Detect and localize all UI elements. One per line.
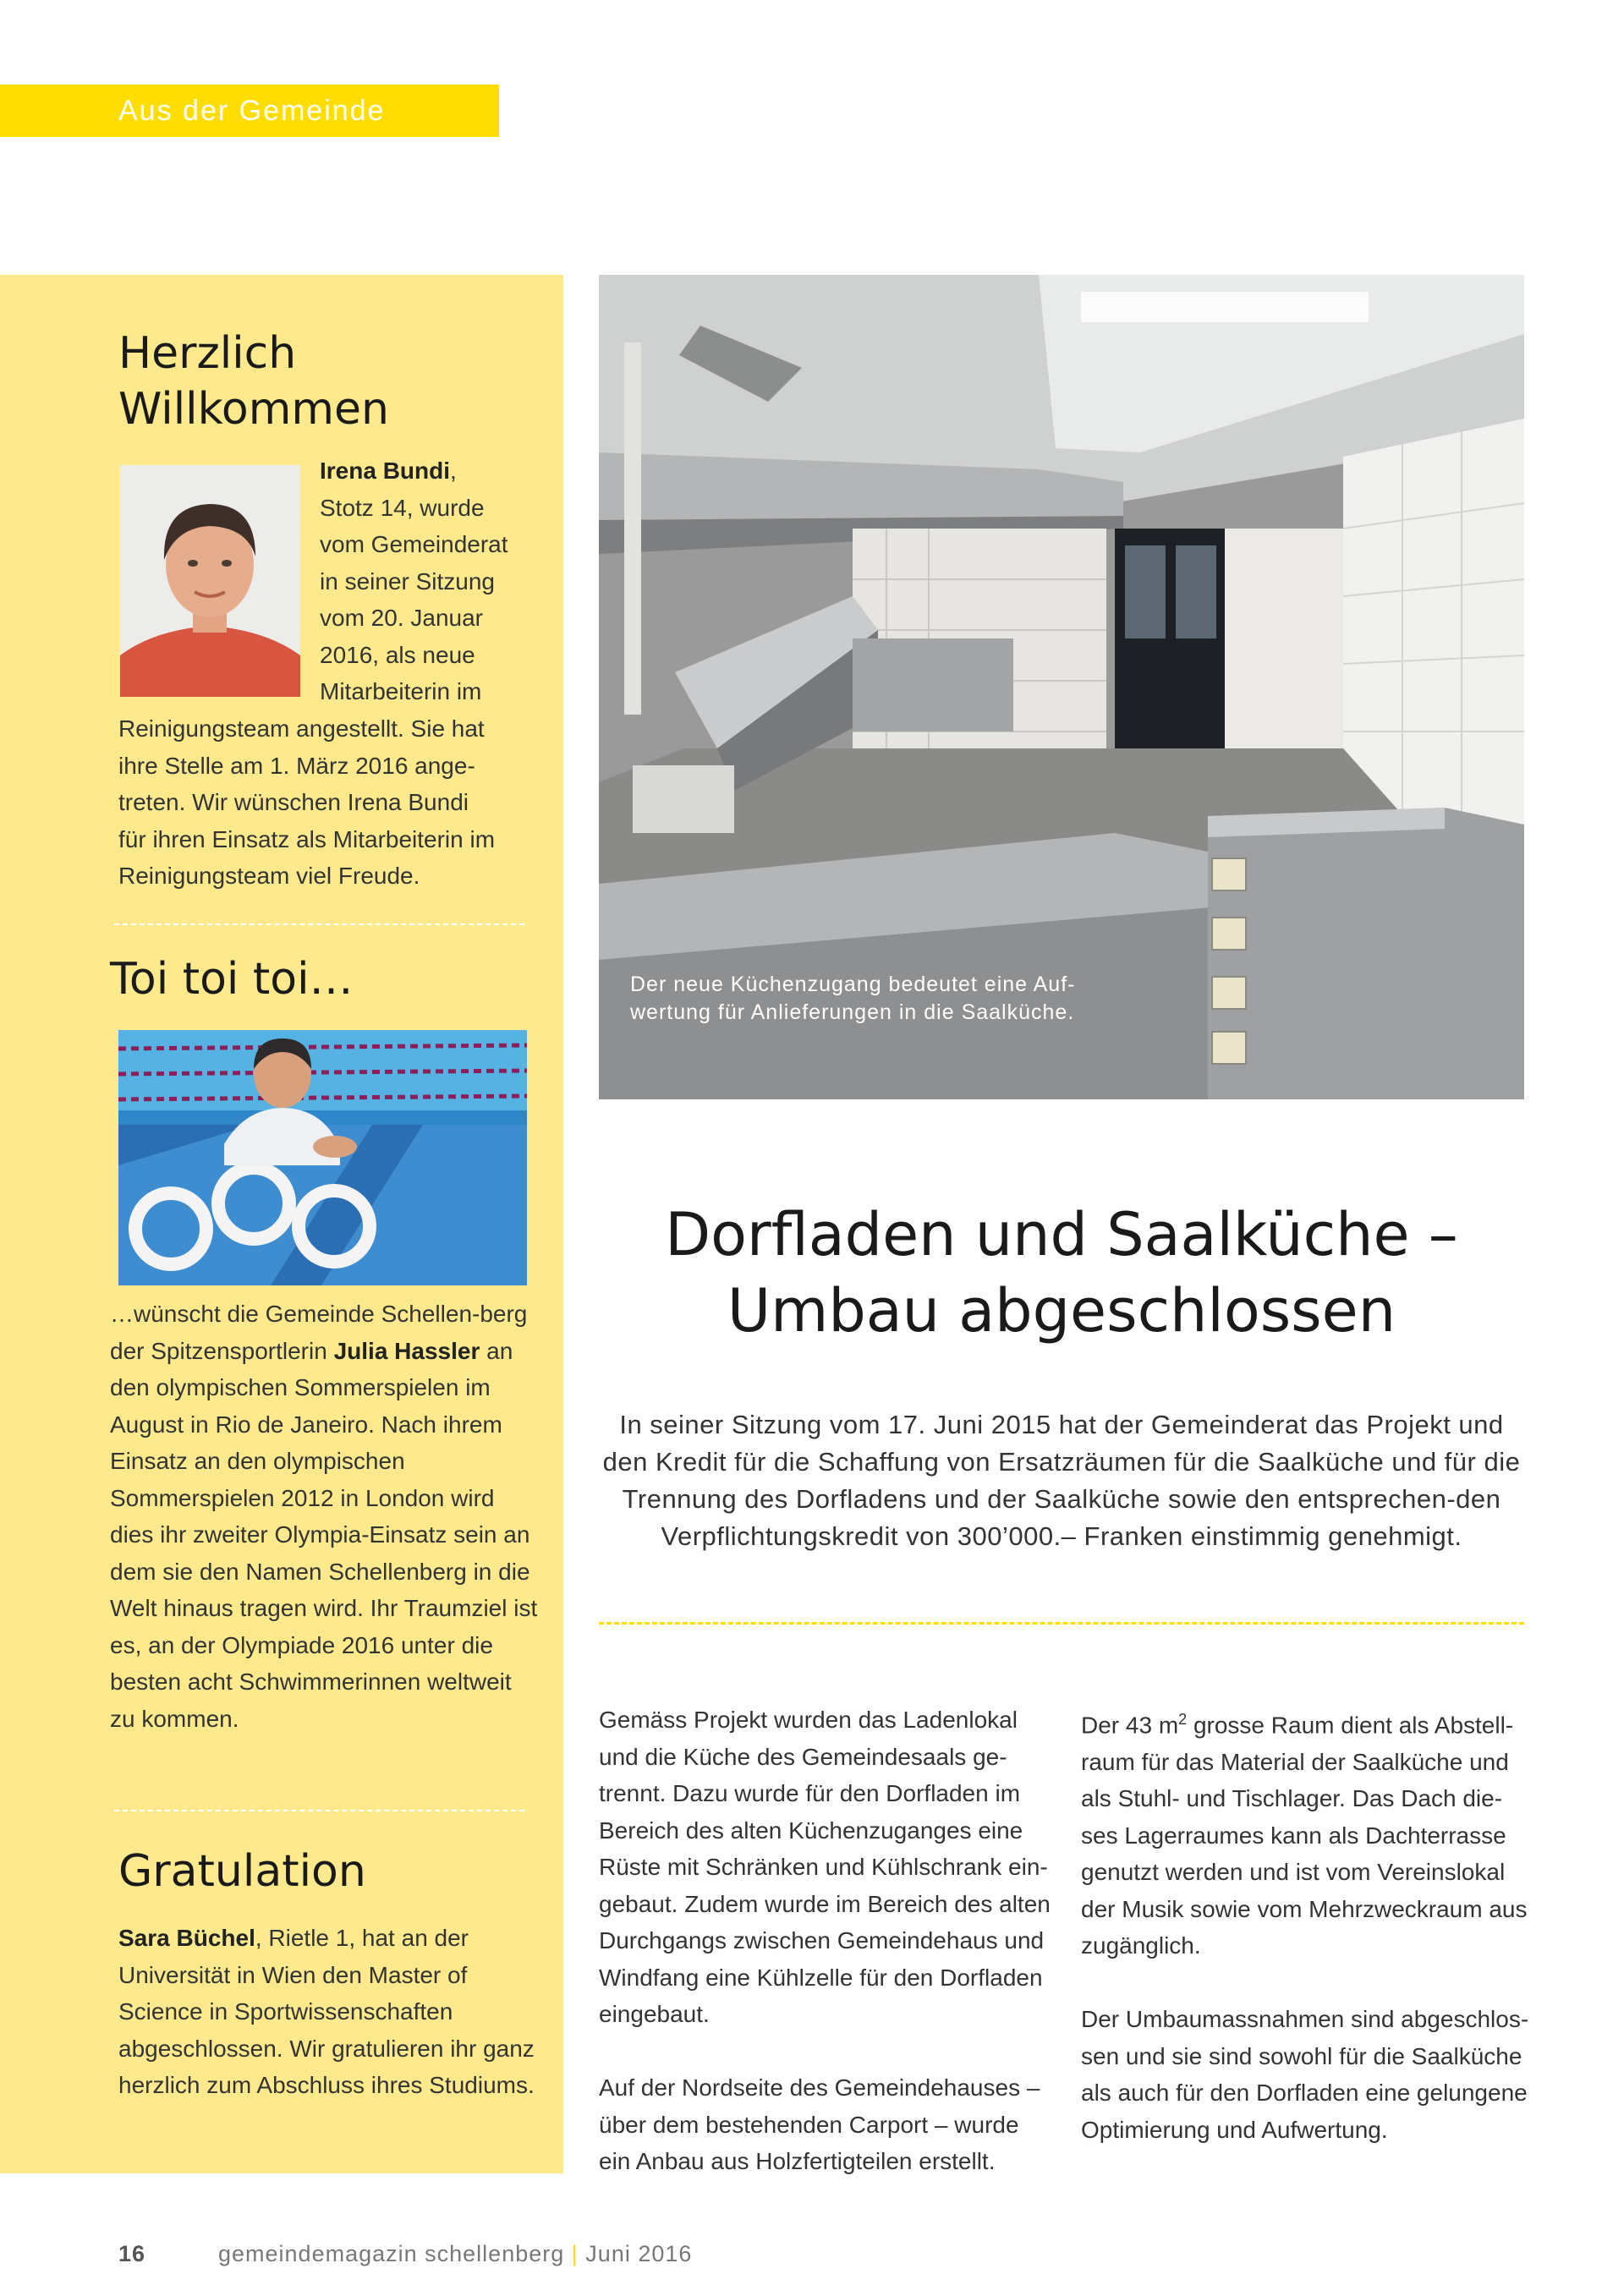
toitoitoi-name: Julia Hassler <box>333 1337 480 1364</box>
article-column-2 <box>1081 1701 1538 2148</box>
paragraph: Auf der Nordseite des Gemeindehauses – über dem bestehenden Carport – wurde ein Anbau aus Holzfertigteilen erstellt. <box>599 2074 1040 2174</box>
sidebar-divider <box>114 1810 524 1811</box>
issue-date: Juni 2016 <box>585 2241 693 2266</box>
welcome-text-beside: Irena Bundi, Stotz 14, wurde vom Gemeinderat in seiner Sitzung vom 20. Januar 2016, als neue Mitarbeiterin im <box>320 458 508 704</box>
toitoitoi-text: …wünscht die Gemeinde Schellen-berg der Spitzensportlerin Julia Hassler an den olympischen Sommerspielen im August in Rio de Janeiro. Nach ihrem Einsatz an den olympischen Sommerspielen 2012 in London wird dies ihr zweiter Olympia-Einsatz sein an dem sie den Namen Schellenberg in die Welt hinaus tragen wird. Ihr Traumziel ist es, an der Olympiade 2016 unter die besten acht Schwimmerinnen weltweit zu kommen. <box>110 1301 538 1732</box>
paragraph: Der 43 $m^2$ grosse Raum dient als Abstell-raum für das Material der Saalküche und als Stuhl- und Tischlager. Das Dach die-ses Lagerraumes kann als Dachterrasse genutzt werden und ist vom Vereinslokal der Musik sowie vom Mehrzweckraum aus zugänglich. <box>1081 1711 1528 1959</box>
julia-hassler-photo <box>118 1030 527 1285</box>
sidebar-divider <box>114 923 524 925</box>
footer-separator: | <box>571 2241 579 2266</box>
footer-publication <box>218 2241 692 2267</box>
gratulation-name: Sara Büchel <box>118 1925 255 1951</box>
paragraph: Gemäss Projekt wurden das Ladenlokal und die Küche des Gemeindesaals ge-trennt. Dazu wurde für den Dorfladen im Bereich des alten Küchenzuganges eine Rüste mit Schränken und Kühlschrank ein-gebaut. Zudem wurde im Bereich des alten Durchgangs zwischen Gemeindehaus und Windfang eine Kühlzelle für den Dorfladen eingebaut. <box>599 1707 1051 2027</box>
paragraph: Der Umbaumassnahmen sind abgeschlos-sen und sie sind sowohl für die Saalküche als auch für den Dorfladen eine gelungene Optimierung und Aufwertung. <box>1081 2006 1529 2143</box>
article-lead: In seiner Sitzung vom 17. Juni 2015 hat der Gemeinderat das Projekt und den Kredit für die Schaffung von Ersatzräumen für die Saalküche und für die Trennung des Dorfladens und der Saalküche sowie den entsprechen-den Verpflichtungskredit von 300’000.– Franken einstimmig genehmigt. <box>602 1410 1521 1551</box>
gratulation-heading: Gratulation <box>118 1846 366 1897</box>
irena-bundi-photo <box>120 465 300 697</box>
welcome-text-below: Reinigungsteam angestellt. Sie hat ihre Stelle am 1. März 2016 ange- treten. Wir wünschen Irena Bundi für ihren Einsatz als Mitarbeiterin im Reinigungsteam viel Freude. <box>118 715 496 889</box>
article-title-line1: Dorfladen und Saalküche – <box>665 1200 1458 1269</box>
page-number: 16 <box>118 2241 146 2266</box>
section-tab <box>0 85 499 137</box>
gratulation-text: Sara Büchel, Rietle 1, hat an der Universität in Wien den Master of Science in Sportwissenschaften abgeschlossen. Wir gratulieren ihr ganz herzlich zum Abschluss ihres Studiums. <box>118 1925 535 2098</box>
welcome-heading <box>118 326 389 437</box>
article-title <box>599 1197 1524 1349</box>
article-divider <box>599 1622 1524 1625</box>
welcome-heading-line1: Herzlich <box>118 328 297 379</box>
welcome-heading-line2: Willkommen <box>118 384 389 435</box>
publication-name: gemeindemagazin schellenberg <box>218 2241 565 2266</box>
toitoitoi-heading: Toi toi toi… <box>110 954 354 1005</box>
welcome-name: Irena Bundi <box>320 458 451 484</box>
section-label: Aus der Gemeinde <box>118 95 386 127</box>
article-column-1 <box>599 1701 1056 2180</box>
article-title-line2: Umbau abgeschlossen <box>727 1276 1396 1345</box>
photo-caption: Der neue Küchenzugang bedeutet eine Auf-wertung für Anlieferungen in die Saalküche. <box>630 973 1076 1024</box>
